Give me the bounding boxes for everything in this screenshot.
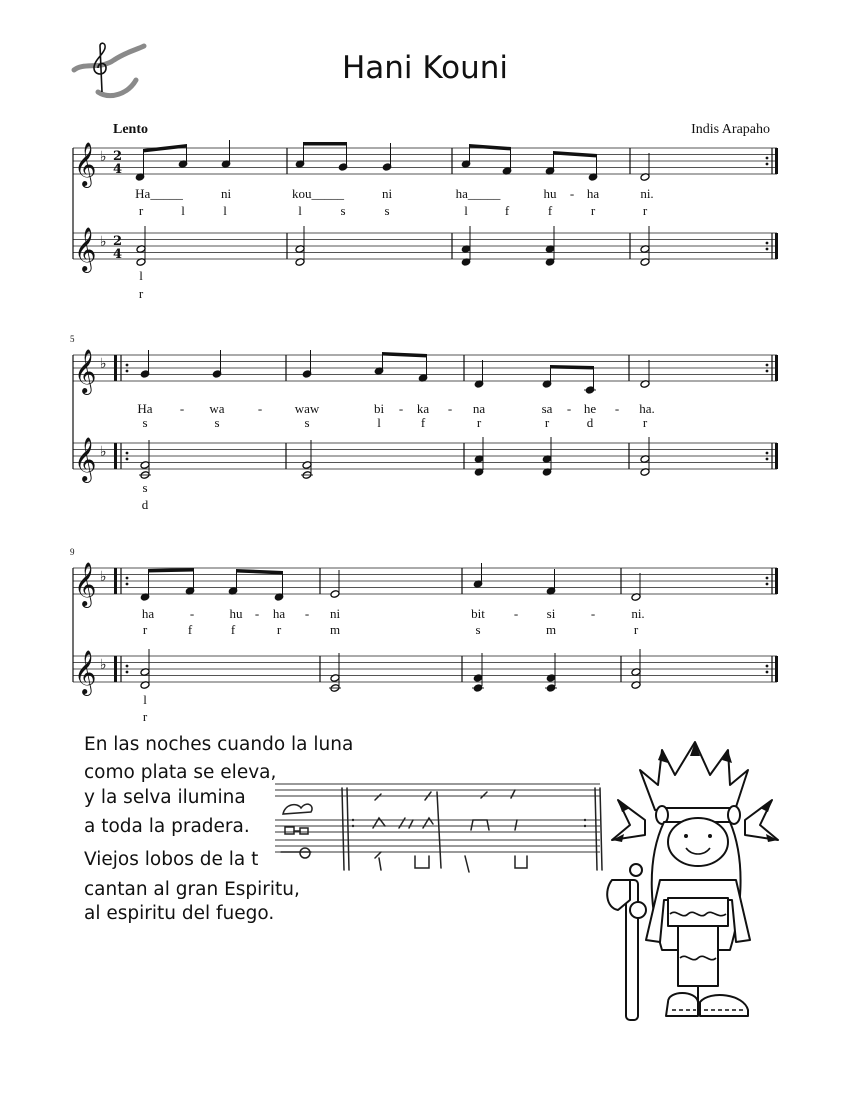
composer-credit: Indis Arapaho [691, 122, 770, 137]
svg-text:♭: ♭ [100, 569, 107, 585]
lyric-hyphen: - [447, 401, 453, 416]
verse-line: Viejos lobos de la t [84, 849, 259, 870]
lyric-hyphen: - [179, 401, 185, 416]
solfege-harmony-note: s [142, 480, 148, 495]
solfege-harmony-note: l [143, 692, 147, 707]
svg-text:𝄞: 𝄞 [74, 349, 97, 393]
verse-line: como plata se eleva, [84, 762, 277, 783]
lyric-syllable: waw [294, 401, 320, 416]
svg-text:𝄞: 𝄞 [74, 142, 97, 186]
tempo-marking: Lento [113, 122, 148, 137]
lyric-syllable: na [472, 401, 486, 416]
lyric-syllable: bi [373, 401, 385, 416]
solfege-note: l [464, 203, 468, 218]
solfege-note: s [304, 415, 310, 430]
lyric-syllable: ha [272, 606, 286, 621]
solfege-note: s [340, 203, 346, 218]
verse-line: al espiritu del fuego. [84, 903, 275, 924]
lyric-syllable: ha. [639, 401, 655, 416]
lyric-hyphen: - [569, 186, 575, 201]
solfege-note: r [642, 203, 648, 218]
solfege-note: r [476, 415, 482, 430]
solfege-harmony-note: r [138, 286, 144, 301]
lyric-syllable: hu [543, 186, 557, 201]
solfege-note: f [420, 415, 426, 430]
lyric-syllable: si [546, 606, 556, 621]
solfege-note: l [223, 203, 227, 218]
verse-line: cantan al gran Espiritu, [84, 879, 300, 900]
lyric-syllable: wa [209, 401, 225, 416]
solfege-note: s [384, 203, 390, 218]
lyric-syllable: Ha_____ [135, 186, 183, 201]
solfege-note: r [633, 622, 639, 637]
solfege-note: f [547, 203, 553, 218]
svg-text:♭: ♭ [100, 657, 107, 673]
lyric-hyphen: - [513, 606, 519, 621]
solfege-note: r [138, 203, 144, 218]
lyric-syllable: Ha [137, 401, 153, 416]
lyric-hyphen: - [398, 401, 404, 416]
lyric-syllable: bit [471, 606, 485, 621]
svg-text:𝄞: 𝄞 [74, 562, 97, 606]
solfege-note: r [142, 622, 148, 637]
lyric-hyphen: - [254, 606, 260, 621]
svg-text:𝄞: 𝄞 [74, 650, 97, 694]
svg-text:4: 4 [113, 162, 123, 177]
page-title: Hani Kouni [341, 50, 509, 86]
lyric-hyphen: - [189, 606, 195, 621]
lyric-syllable: ha_____ [455, 186, 501, 201]
lyric-hyphen: - [590, 606, 596, 621]
lyric-hyphen: - [614, 401, 620, 416]
solfege-note: r [544, 415, 550, 430]
verse-line: a toda la pradera. [84, 816, 250, 837]
lyric-syllable: hu [229, 606, 243, 621]
solfege-harmony-note: l [139, 268, 143, 283]
solfege-note: m [329, 622, 341, 637]
lyric-syllable: ni [329, 606, 341, 621]
lyric-syllable: ni. [640, 186, 654, 201]
svg-text:♭: ♭ [100, 149, 107, 165]
solfege-note: s [142, 415, 148, 430]
solfege-note: r [590, 203, 596, 218]
lyric-syllable: he [583, 401, 597, 416]
verse-line: En las noches cuando la luna [84, 734, 354, 755]
lyric-syllable: ha [586, 186, 600, 201]
rhythm-sketch-image [275, 780, 605, 890]
solfege-note: l [181, 203, 185, 218]
solfege-note: m [545, 622, 557, 637]
verse-line: y la selva ilumina [84, 787, 246, 808]
solfege-note: s [475, 622, 481, 637]
svg-text:♭: ♭ [100, 444, 107, 460]
lyric-syllable: ka [416, 401, 430, 416]
solfege-note: s [214, 415, 220, 430]
svg-text:♭: ♭ [100, 234, 107, 250]
lyric-syllable: ha [141, 606, 155, 621]
lyric-hyphen: - [566, 401, 572, 416]
lyric-syllable: ni [220, 186, 232, 201]
lyric-hyphen: - [304, 606, 310, 621]
svg-text:𝄞: 𝄞 [74, 437, 97, 481]
svg-text:2: 2 [113, 234, 123, 249]
solfege-note: l [298, 203, 302, 218]
solfege-note: f [187, 622, 193, 637]
solfege-note: d [586, 415, 594, 430]
solfege-note: f [504, 203, 510, 218]
svg-text:4: 4 [113, 247, 123, 262]
solfege-note: l [377, 415, 381, 430]
measure-number: 5 [70, 334, 75, 344]
character-illustration-image [600, 730, 790, 1030]
lyric-syllable: sa [541, 401, 553, 416]
lyric-hyphen: - [257, 401, 263, 416]
solfege-note: r [642, 415, 648, 430]
solfege-note: f [230, 622, 236, 637]
svg-text:2: 2 [113, 149, 123, 164]
measure-number: 9 [70, 547, 75, 557]
lyric-syllable: kou_____ [292, 186, 344, 201]
solfege-note: r [276, 622, 282, 637]
solfege-harmony-note: d [141, 497, 149, 512]
svg-text:♭: ♭ [100, 356, 107, 372]
lyric-syllable: ni [381, 186, 393, 201]
lyric-syllable: ni. [631, 606, 645, 621]
solfege-harmony-note: r [142, 709, 148, 724]
svg-text:𝄞: 𝄞 [74, 227, 97, 271]
